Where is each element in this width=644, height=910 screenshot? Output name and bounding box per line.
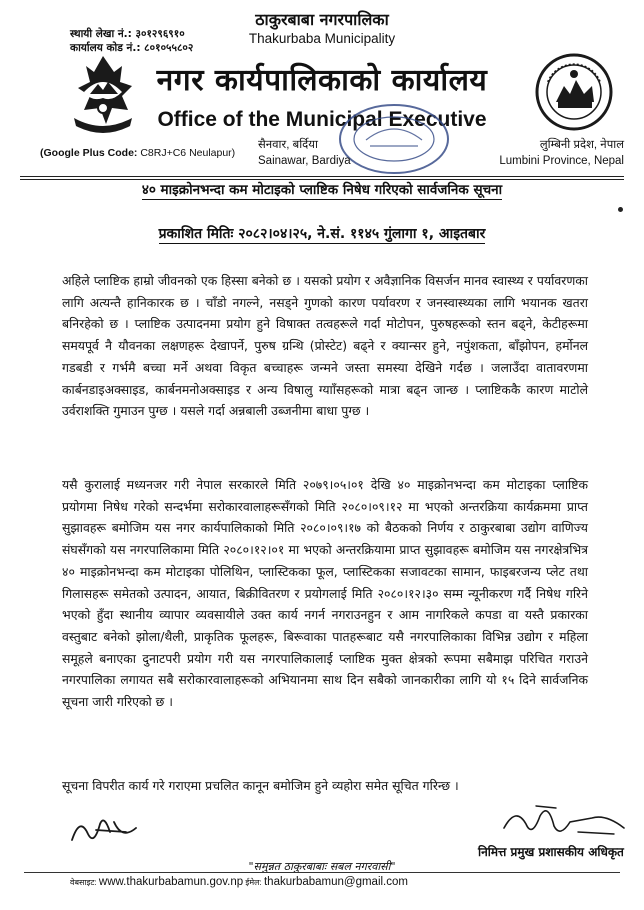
province-np: लुम्बिनी प्रदेश, नेपाल <box>539 139 624 151</box>
office-title-en: Office of the Municipal Executive <box>157 108 487 131</box>
body-paragraph-2: यसै कुरालाई मध्यनजर गरी नेपाल सरकारले मिति २०७९।०५।०१ देखि ४० माइक्रोनभन्दा कम मोटाइका प्लाष्टिक प्रयोगमा निषेध गरेको सन्दर्भमा सरोकारवालाहरूसँगको मिति २०८०।०९।१२ मा भएको अन्तरक्रिया कार्यक्रममा प्राप्त सुझावहरू बमोजिम यस नगर कार्यपालिकाको मिति २०८०।०९।१७ को बैठकको निर्णय र ठाकुरबाबा उद्योग वाणिज्य संघसँगको यस नगरपालिकामा मिति २०८०।१२।०१ मा भएको अन्तरक्रियामा प्राप्त सुझावहरू बमोजिम यस नगरक्षेत्रभित्र ४० माइक्रोनभन्दा कम मोटाइका पोलिथिन, प्लास्टिकका फूल, प्लास्टिकका सजावटका सामान, फाइबरजन्य प्लेट तथा गिलासहरू समेतको उत्पादन, आयात, बिक्रीवितरण र प्रयोगलाई मिति २०८०।१२।३० सम्म न्यूनीकरण गर्दै निषेध गरिने भएको हुँदा स्थानीय व्यापार व्यवसायीले उक्त कार्य नगर्न नगराउनहुन र आम नागरिकले कपडा वा यस्तै प्रकारका वस्तुबाट बनेको झोला/थैली, प्राकृतिक फूलहरू, बिरूवाका पातहरूबाट यसै नगरपालिकाका विभिन्न उद्योग र महिला समूहले बनाएका दुनाटपरी प्रयोग गरी यस नगरपालिकालाई प्लाष्टिक मुक्त क्षेत्रको रूपमा सबैमाझ परिचित गराउने नगरपालिका लगायत सबै सरोकारवालाहरूको अभियानमा साथ दिन सबैको जानकारीका लागि यो १५ दिने सार्वजनिक सूचना जारी गरिएको छ । <box>62 477 588 710</box>
email-label: ईमेल: <box>243 878 264 887</box>
website-label: वेबसाइट: <box>70 878 99 887</box>
office-title-np: नगर कार्यपालिकाको कार्यालय <box>156 63 488 98</box>
footer-contact <box>70 876 408 888</box>
province-en: Lumbini Province, Nepal <box>499 155 624 167</box>
website-link[interactable]: www.thakurbabamun.gov.np <box>98 876 244 888</box>
signature-left-icon <box>66 810 146 850</box>
margin-dot <box>618 207 623 212</box>
municipality-seal-icon <box>534 52 614 132</box>
body-paragraph-1: अहिले प्लाष्टिक हाम्रो जीवनको एक हिस्सा बनेको छ । यसको प्रयोग र अवैज्ञानिक विसर्जन मानव स्वास्थ्य र पर्यावरणका लागि अत्यन्तै हानिकारक छ । चाँडो नगल्ने, नसड्ने गुणको कारण पर्यावरण र जनस्वास्थ्यका लागि भयानक खतरा बनिरहेको छ । प्लाष्टिक उत्पादनमा प्रयोग हुने विषाक्त तत्वहरूले गर्दा मोटोपन, पुरुषहरूको स्तन बढ्ने, केटीहरूमा समयपूर्व नै यौवनका लक्षणहरू देखापर्ने, पुरुष ग्रन्थि (प्रोस्टेट) बढ्ने र क्यान्सर हुने, नपुंशकता, बाँझोपन, हर्मोनल गडबडी र गर्भमै बच्चा मर्ने अथवा विकृत बच्चाहरू जन्मने जस्ता समस्या देखिने गर्दछ । जलाउँदा वातावरणमा कार्बनडाइअक्साइड, कार्बनमनोअक्साइड र अन्य विषालु ग्यााँसहरूको मात्रा बढ्न जान्छ । प्लाष्टिककै कारण माटोले उर्वराशक्ति गुमाउन पुग्छ । यसले गर्दा अन्नबाली उब्जनीमा बाधा पुग्छ । <box>62 273 588 419</box>
municipality-name-en: Thakurbaba Municipality <box>248 31 396 46</box>
footer-divider <box>24 872 620 873</box>
municipality-name-np: ठाकुरबाबा नगरपालिका <box>255 10 389 29</box>
signature-right-icon <box>496 798 632 844</box>
province-block <box>476 137 624 169</box>
office-stamp-icon <box>336 100 452 178</box>
body-paragraph-3: सूचना विपरीत कार्य गरे गराएमा प्रचलित कानून बमोजिम हुने व्यहोरा समेत सूचित गरिन्छ । <box>62 778 459 793</box>
google-plus-code: (Google Plus Code: C8RJ+C6 Neulapur) <box>40 147 236 159</box>
email-link[interactable]: thakurbabamun@gmail.com <box>263 876 408 888</box>
header-divider <box>20 176 624 177</box>
office-code: कार्यालय कोड नं.: ८०१०५५८०२ <box>70 42 194 54</box>
footer-motto: "समुन्नत ठाकुरबाबाः सबल नगरवासी" <box>248 860 396 873</box>
letter-number: स्थायी लेखा नं.: ३०१२९६९१० <box>70 28 185 40</box>
location-np: सैनवार, बर्दिया <box>258 139 318 151</box>
location-block <box>258 137 351 169</box>
published-date: प्रकाशित मितिः २०८२।०४।२५, ने.सं. ११४५ गुंलागा १, आइतबार <box>158 226 486 242</box>
notice-subject: ४० माइक्रोनभन्दा कम मोटाइको प्लाष्टिक निषेध गरिएको सार्वजनिक सूचना <box>141 182 503 198</box>
location-en: Sainawar, Bardiya <box>258 155 351 167</box>
signatory-title: निमित्त प्रमुख प्रशासकीय अधिकृत <box>478 845 624 859</box>
